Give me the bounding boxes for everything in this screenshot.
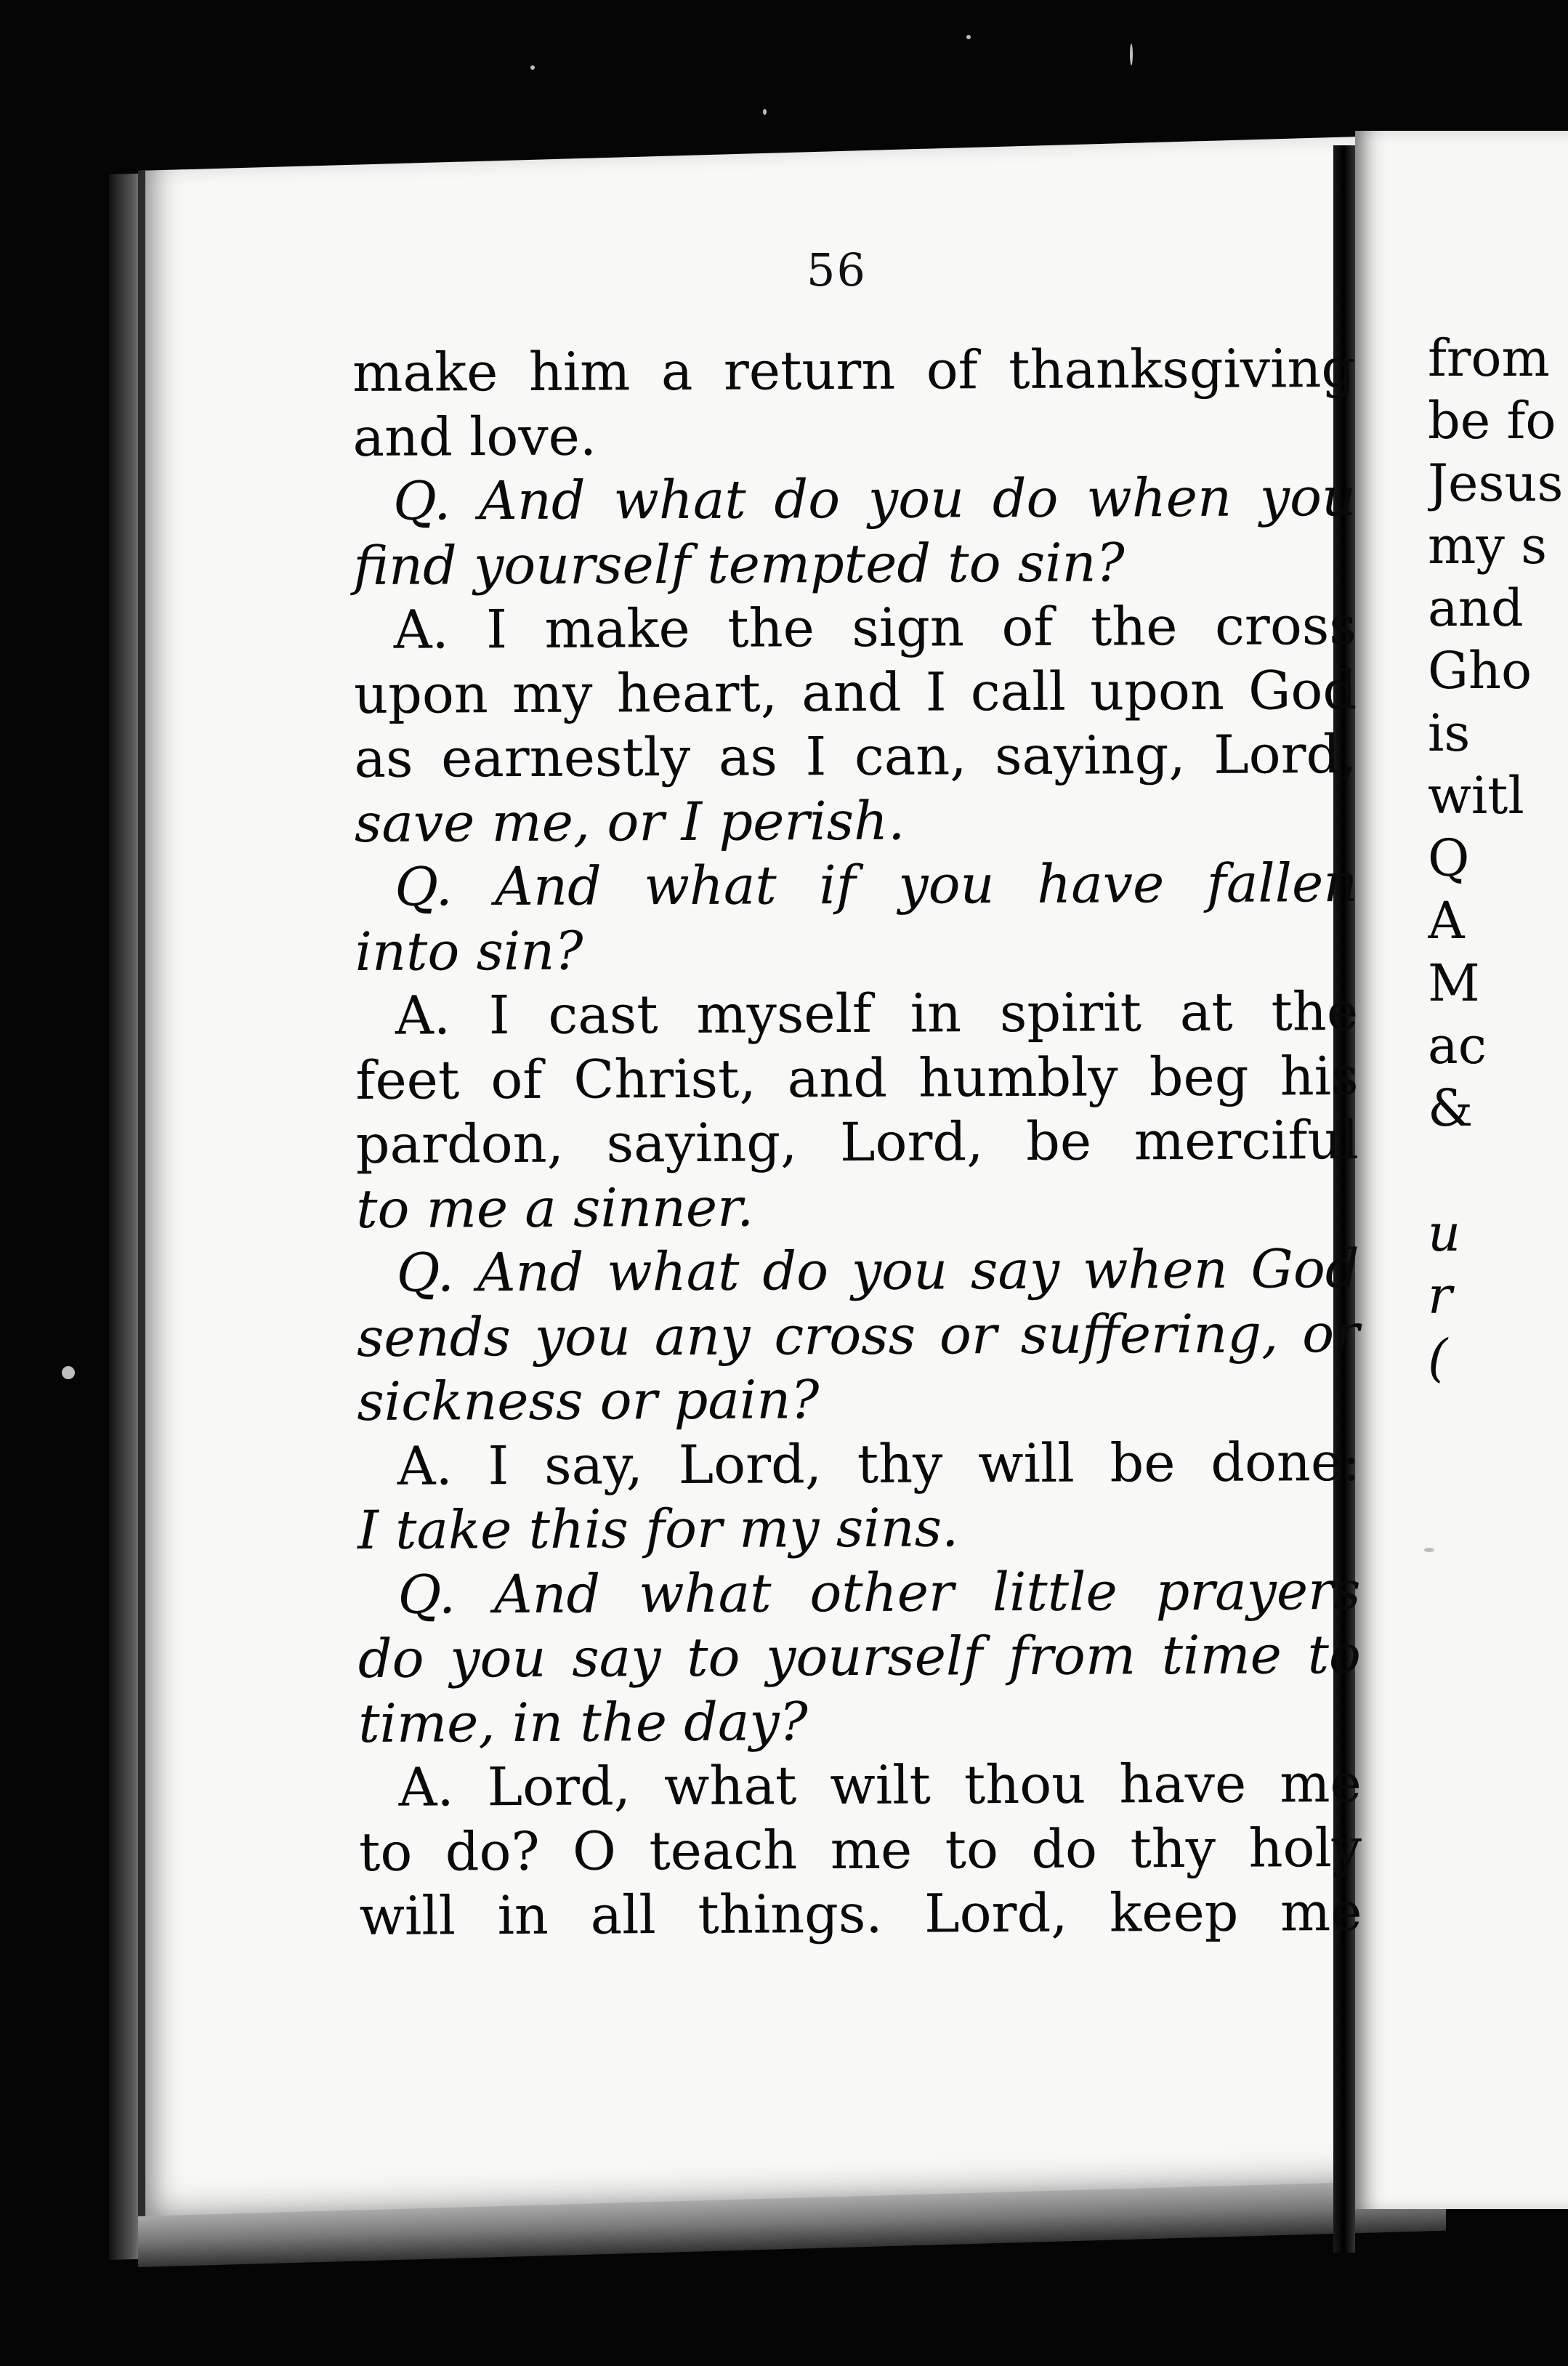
text-fragment: from (1428, 328, 1550, 388)
dust-speck (763, 109, 767, 115)
text-line: I take this for my sins. (357, 1497, 959, 1562)
text-line: A. I cast myself in spirit at the (395, 980, 1359, 1047)
text-fragment: ac (1428, 1016, 1487, 1075)
text-fragment: r (1428, 1266, 1452, 1325)
text-fragment: witl (1428, 766, 1524, 825)
text-line: into sin? (355, 920, 583, 983)
text-line: A. Lord, what wilt thou have me (398, 1752, 1362, 1819)
dust-speck (530, 65, 535, 70)
dust-speck (1424, 1548, 1434, 1552)
text-fragment: & (1428, 1078, 1474, 1138)
dust-speck (1130, 44, 1133, 65)
text-line: save me, or I perish. (354, 790, 905, 855)
left-page-text (352, 337, 1362, 1950)
text-line: A. I say, Lord, thy will be done: (397, 1431, 1360, 1498)
dust-speck (966, 35, 971, 39)
text-line: Q. And what do you do when you (392, 466, 1357, 533)
text-fragment: A (1428, 891, 1465, 950)
text-fragment: u (1428, 1203, 1461, 1263)
text-line: to do? O teach me to do thy holy (358, 1817, 1362, 1883)
text-line: upon my heart, and I call upon God (353, 659, 1357, 726)
text-line: Q. And what if you have fallen (395, 852, 1358, 918)
text-line: sickness or pain? (357, 1369, 820, 1433)
text-line: and love. (352, 405, 597, 469)
text-fragment: ( (1428, 1328, 1448, 1388)
text-fragment: Gho (1428, 641, 1532, 700)
text-fragment: and (1428, 578, 1524, 638)
text-fragment: Q (1428, 828, 1470, 888)
text-line: sends you any cross or suffering, or (356, 1302, 1360, 1369)
page-number: 56 (807, 243, 867, 296)
text-fragment (1428, 1139, 1568, 1202)
text-line: to me a sinner. (356, 1176, 754, 1240)
text-line: feet of Christ, and humbly beg his (355, 1045, 1359, 1112)
text-fragment: is (1428, 703, 1471, 763)
text-fragment: my s (1428, 516, 1548, 576)
text-line: find yourself tempted to sin? (353, 531, 1125, 597)
text-line: do you say to yourself from time to (357, 1623, 1362, 1690)
text-fragment: be fo (1428, 391, 1556, 451)
text-line: A. I make the sign of the cross (393, 594, 1357, 661)
text-line: Q. And what other little prayers (397, 1559, 1361, 1626)
text-fragment: M (1428, 953, 1480, 1013)
text-line: pardon, saying, Lord, be merciful (355, 1109, 1359, 1176)
right-page-text-fragment (1428, 327, 1568, 1389)
text-line: Q. And what do you say when God (396, 1237, 1359, 1304)
text-line: as earnestly as I can, saying, Lord, (354, 723, 1357, 790)
text-line: time, in the day? (358, 1690, 808, 1755)
text-line: make him a return of thanksgiving (352, 337, 1356, 404)
text-fragment: Jesus (1428, 453, 1564, 513)
dust-speck (62, 1366, 75, 1379)
text-line: will in all things. Lord, keep me (359, 1881, 1362, 1947)
